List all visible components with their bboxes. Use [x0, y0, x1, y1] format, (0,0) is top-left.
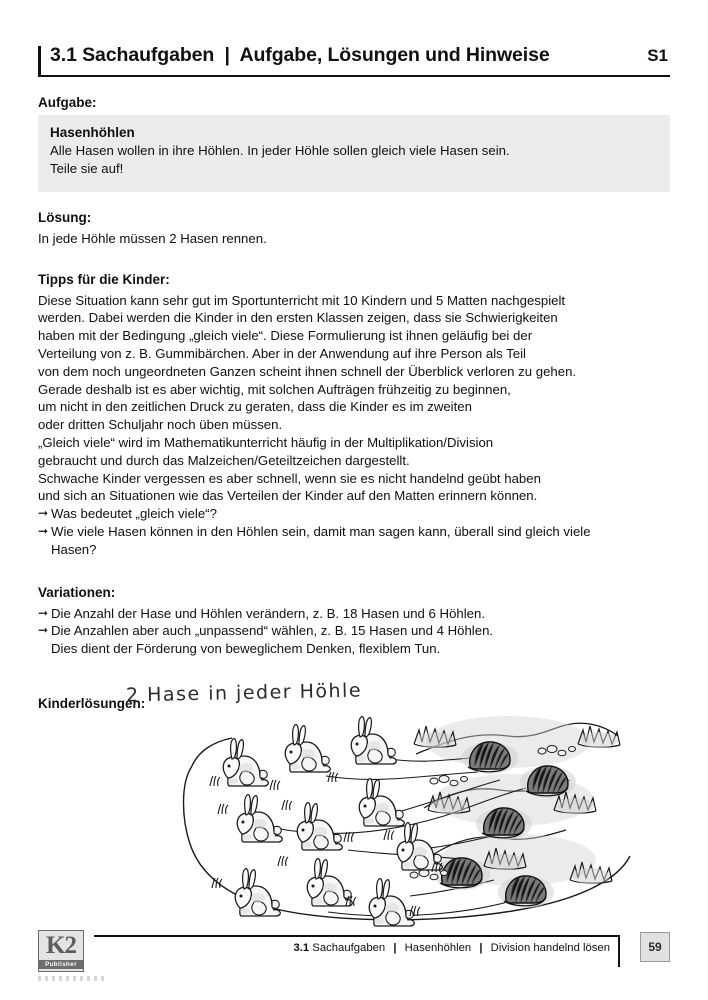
footer-end-tick [618, 935, 620, 967]
footer-text-1: Sachaufgaben [312, 942, 386, 954]
header-chapter: 3.1 Sachaufgaben [50, 44, 215, 66]
tipps-line: Diese Situation kann sehr gut im Sportunterricht mit 10 Kindern und 5 Matten nachgespielt [38, 292, 566, 308]
header-subtitle: Aufgabe, Lösungen und Hinweise [239, 44, 550, 66]
tipps-line: von dem noch ungeordneten Ganzen scheint ihnen schnell der Überblick verloren zu gehen. [38, 363, 577, 379]
task-box-line-2: Teile sie auf! [50, 161, 124, 176]
arrow-icon: ➞ [38, 605, 49, 620]
footer-caption [293, 942, 610, 954]
aufgabe-heading: Aufgabe: [38, 95, 97, 110]
header-separator: | [224, 44, 230, 66]
arrow-icon: ➞ [38, 523, 49, 538]
tipps-bullet-continuation: Hasen? [51, 541, 97, 557]
tipps-line: haben mit der Bedingung „gleich viele“. Diese Formulierung ist ihnen geläufig bei der [38, 328, 533, 344]
tipps-line: Schwache Kinder vergessen es aber schnell, wenn sie es nicht handelnd geübt haben [38, 470, 541, 486]
loesung-heading: Lösung: [38, 210, 92, 225]
variationen-bullet [38, 605, 670, 623]
kinderloesungen-section [38, 679, 670, 934]
tipps-body [38, 292, 670, 559]
logo-k2-text: K2 [46, 932, 76, 959]
kinderloesungen-heading: Kinderlösungen: [38, 695, 146, 711]
tipps-bullet [38, 505, 670, 523]
footer-text-3: Division handelnd lösen [490, 942, 610, 954]
tipps-bullet [38, 523, 670, 541]
variationen-bullet-text: Die Anzahlen aber auch „unpassend“ wählen, z. B. 15 Hasen und 4 Höhlen. [51, 623, 494, 639]
rabbits-burrows-illustration [178, 680, 658, 932]
tipps-line: „Gleich viele“ wird im Mathematikunterricht häufig in der Multiplikation/Division [38, 434, 494, 450]
tipps-line: oder dritten Schuljahr noch üben müssen. [38, 417, 283, 433]
footer-text-2: Hasenhöhlen [404, 942, 472, 954]
page-number-badge: 59 [640, 932, 670, 962]
tipps-line: Gerade deshalb ist es aber wichtig, mit solchen Aufträgen frühzeitig zu beginnen, [38, 381, 511, 397]
header-code: S1 [647, 46, 668, 65]
tipps-heading: Tipps für die Kinder: [38, 271, 170, 287]
footer-divider [94, 935, 618, 937]
scan-artifact [38, 976, 108, 981]
page-header [38, 44, 670, 77]
k2-publisher-logo [38, 930, 84, 972]
tipps-line: gebraucht und durch das Malzeichen/Geteiltzeichen dargestellt. [38, 452, 410, 468]
page-footer [38, 926, 670, 982]
arrow-icon: ➞ [38, 506, 49, 521]
tipps-bullet-text: Was bedeutet „gleich viele“? [51, 506, 217, 522]
logo-publisher-text: Publisher [39, 960, 83, 969]
arrow-icon: ➞ [38, 623, 49, 638]
footer-separator: | [479, 942, 483, 954]
tipps-line: und sich an Situationen wie das Verteilen der Kinder auf den Matten erinnern können. [38, 488, 538, 504]
variationen-bullet [38, 622, 670, 640]
tipps-bullet-text: Wie viele Hasen können in den Höhlen sein, damit man sagen kann, überall sind gleich viele [51, 523, 591, 539]
task-box-line-1: Alle Hasen wollen in ihre Höhlen. In jeder Höhle sollen gleich viele Hasen sein. [50, 143, 510, 158]
variationen-bullet-text: Die Anzahl der Hase und Höhlen verändern, z. B. 18 Hasen und 6 Höhlen. [51, 605, 485, 621]
task-box [38, 115, 670, 192]
variationen-heading: Variationen: [38, 584, 116, 600]
page-title [50, 44, 550, 67]
tipps-line: werden. Dabei werden die Kinder in den ersten Klassen zeigen, dass sie Schwierigkeiten [38, 310, 558, 326]
handwritten-answer: 2 Hase in jeder Höhle [125, 679, 363, 707]
loesung-text: In jede Höhle müssen 2 Hasen rennen. [38, 231, 267, 246]
footer-separator: | [393, 942, 397, 954]
variationen-bullet-continuation: Dies dient der Förderung von beweglichem Denken, flexiblem Tun. [51, 641, 441, 657]
footer-chapter: 3.1 [293, 942, 310, 954]
variationen-body [38, 605, 670, 658]
task-box-title: Hasenhöhlen [50, 125, 135, 140]
tipps-line: um nicht in den zeitlichen Druck zu geraten, dass die Kinder es im zweiten [38, 399, 472, 415]
tipps-line: Verteilung von z. B. Gummibärchen. Aber in der Anwendung auf ihre Person als Teil [38, 345, 526, 361]
